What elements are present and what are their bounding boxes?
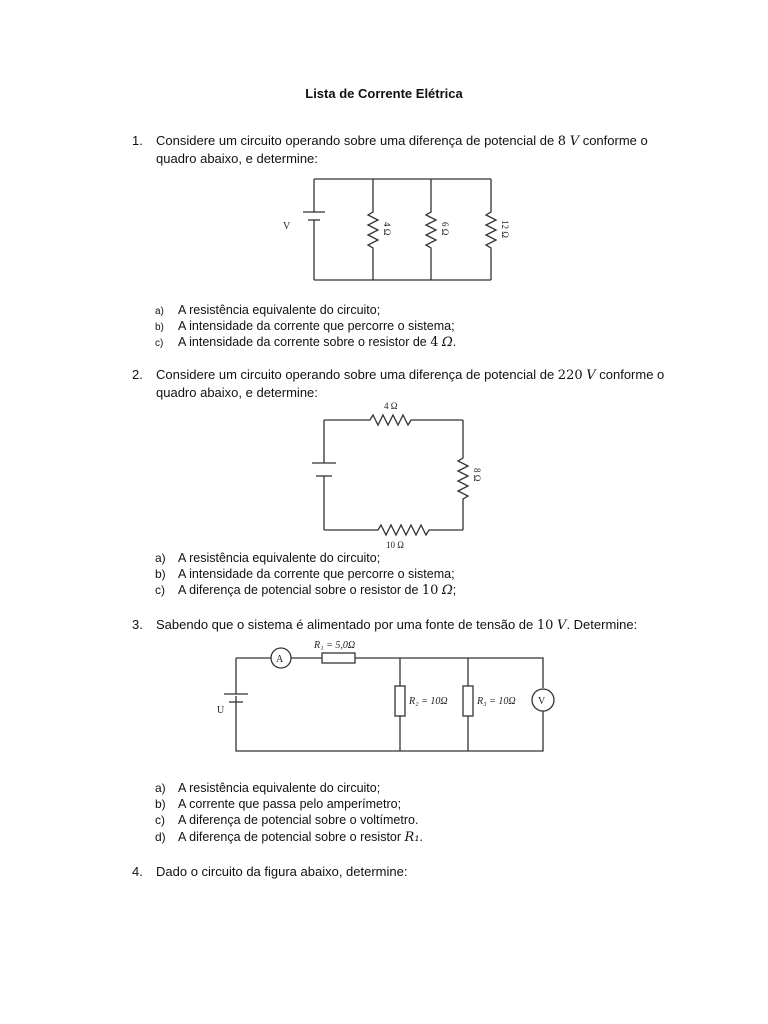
circuit-diagram-3 <box>210 634 560 758</box>
question-number: 1. <box>132 133 143 148</box>
resistor-label: 10 Ω <box>386 540 404 550</box>
resistor-r2-label: R₂ = 10Ω <box>409 696 448 707</box>
question-number: 4. <box>132 864 143 879</box>
question-text: Dado o circuito da figura abaixo, determine: <box>156 864 408 879</box>
question-text: Considere um circuito operando sobre uma diferença de potencial de 220 V conforme o quadro abaixo, e determine: <box>156 367 665 400</box>
question-text: Considere um circuito operando sobre uma diferença de potencial de 8 V conforme o quadro abaixo, e determine: <box>156 133 648 166</box>
question-number: 2. <box>132 367 143 382</box>
resistor-label: 12 Ω <box>500 220 510 238</box>
page-title: Lista de Corrente Elétrica <box>305 86 463 101</box>
circuit-diagram-1 <box>270 170 510 288</box>
resistor-label: 6 Ω <box>440 222 450 236</box>
resistor-label: 4 Ω <box>384 401 398 411</box>
source-label: V <box>283 221 291 232</box>
document-page: Lista de Corrente Elétrica 1. Considere um circuito operando sobre uma diferença de potencial de 8 V conforme o quadro abaixo, e determine: V 4 Ω 6 Ω 12 Ω a) A resistência equivalente do circuito; b) A intensidade da corrente que percorre o sistema; c) A intensidade da corrente sobre o resistor de 4 Ω. 2. Considere um circuito operando sobre uma diferença de potencial de 220 V conforme o quadro abaixo, e determine: 4 Ω 8 Ω 10 Ω a) A resistência equivalente do circuito; b) A intensidade da corrente que percorre o sistema; c) A diferença de potencial sobre o resistor de 10 Ω; 3. Sabendo que o sistema é alimentado por uma fonte de tensão de 10 V. Determine: A V U R₁ = 5,0Ω R₂ = 10Ω R₃ = 10Ω a) A resistência equivalente do circuito; b) A corrente que passa pelo amperímetro; c) A diferença de potencial sobre o voltímetro. d) A diferença de potencial sobre o resistor R₁. 4. Dado o circuito da figura abaixo, determine: <box>0 0 768 1024</box>
resistor-label: 4 Ω <box>382 222 392 236</box>
resistor-label: 8 Ω <box>472 468 482 482</box>
resistor-r1-label: R₁ = 5,0Ω <box>314 640 356 651</box>
source-label: U <box>217 705 225 716</box>
resistor-r3-label: R₃ = 10Ω <box>477 696 516 707</box>
voltmeter-label: V <box>538 696 546 707</box>
question-number: 3. <box>132 617 143 632</box>
question-text: Sabendo que o sistema é alimentado por uma fonte de tensão de 10 V. Determine: <box>156 617 638 633</box>
ammeter-label: A <box>276 654 284 665</box>
circuit-diagram-2 <box>300 396 500 554</box>
